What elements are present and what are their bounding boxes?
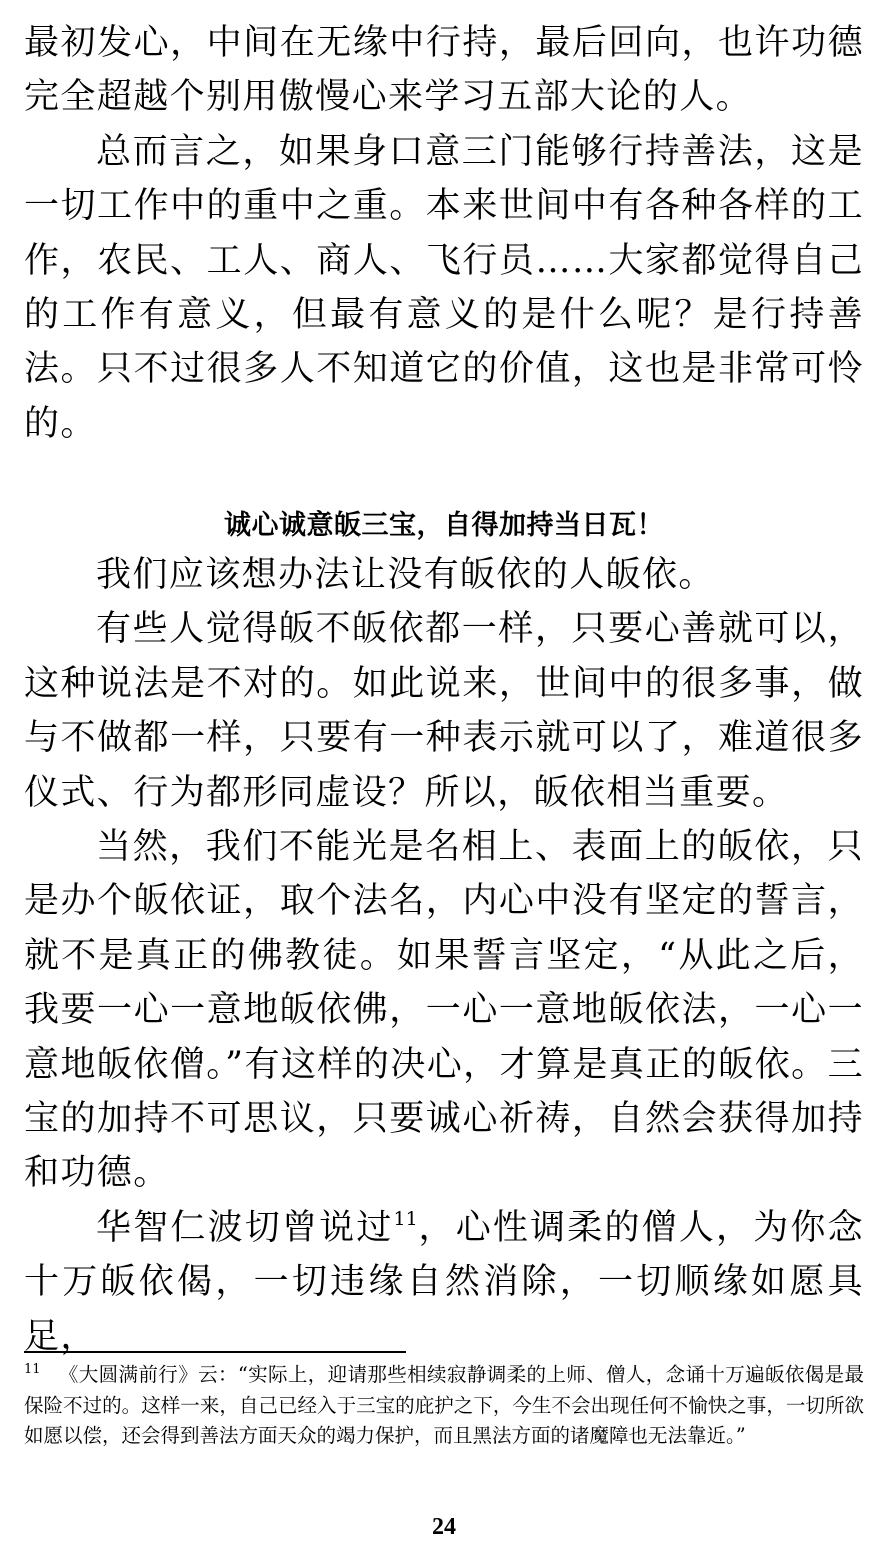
paragraph-text-after-ref: ，心性调柔的僧人，为你念十万皈依偈，一切违缘自然消除，一切顺缘如愿具足， xyxy=(24,1207,864,1357)
paragraph-refuge-importance: 有些人觉得皈不皈依都一样，只要心善就可以，这种说法是不对的。如此说来，世间中的很多事，做与不做都一样，只要有一种表示就可以了，难道很多仪式、行为都形同虚设？所以，皈依相当重要。 xyxy=(24,609,864,813)
footnote-reference: 11 xyxy=(393,1207,418,1230)
page-number: 24 xyxy=(432,1514,456,1540)
footnote-divider xyxy=(24,1351,406,1353)
footnote-text: 《大圆满前行》云：“实际上，迎请那些相续寂静调柔的上师、僧人，念诵十万遍皈依偈是最保险不过的。这样一来，自己已经入于三宝的庇护之下，今生不会出现任何不愉快之事，一切所欲如愿以偿，还会得到善法方面天众的竭力保护，而且黑法方面的诸魔障也无法靠近。” xyxy=(24,1363,864,1447)
section-text-block xyxy=(24,548,864,1364)
document-page xyxy=(24,0,864,1557)
paragraph-continued: 最初发心，中间在无缘中行持，最后回向，也许功德完全超越个别用傲慢心来学习五部大论的人。 xyxy=(24,23,864,118)
paragraph-patrul-rinpoche xyxy=(24,1201,864,1364)
footnote-marker: 11 xyxy=(24,1362,41,1377)
top-text-block xyxy=(24,16,864,451)
paragraph-text-before-ref: 华智仁波切曾说过 xyxy=(96,1207,394,1248)
paragraph-true-refuge: 当然，我们不能光是名相上、表面上的皈依，只是办个皈依证，取个法名，内心中没有坚定的誓言，就不是真正的佛教徒。如果誓言坚定，“从此之后，我要一心一意地皈依佛，一心一意地皈依法，一心一意地皈依僧。”有这样的决心，才算是真正的皈依。三宝的加持不可思议，只要诚心祈祷，自然会获得加持和功德。 xyxy=(24,827,864,1194)
footnote xyxy=(24,1360,864,1452)
paragraph-refuge-intro: 我们应该想办法让没有皈依的人皈依。 xyxy=(96,555,715,595)
section-heading: 诚心诚意皈三宝，自得加持当日瓦！ xyxy=(224,510,664,541)
paragraph-summary: 总而言之，如果身口意三门能够行持善法，这是一切工作中的重中之重。本来世间中有各种各样的工作，农民、工人、商人、飞行员……大家都觉得自己的工作有意义，但最有意义的是什么呢？是行持善法。只不过很多人不知道它的价值，这也是非常可怜的。 xyxy=(24,131,864,444)
